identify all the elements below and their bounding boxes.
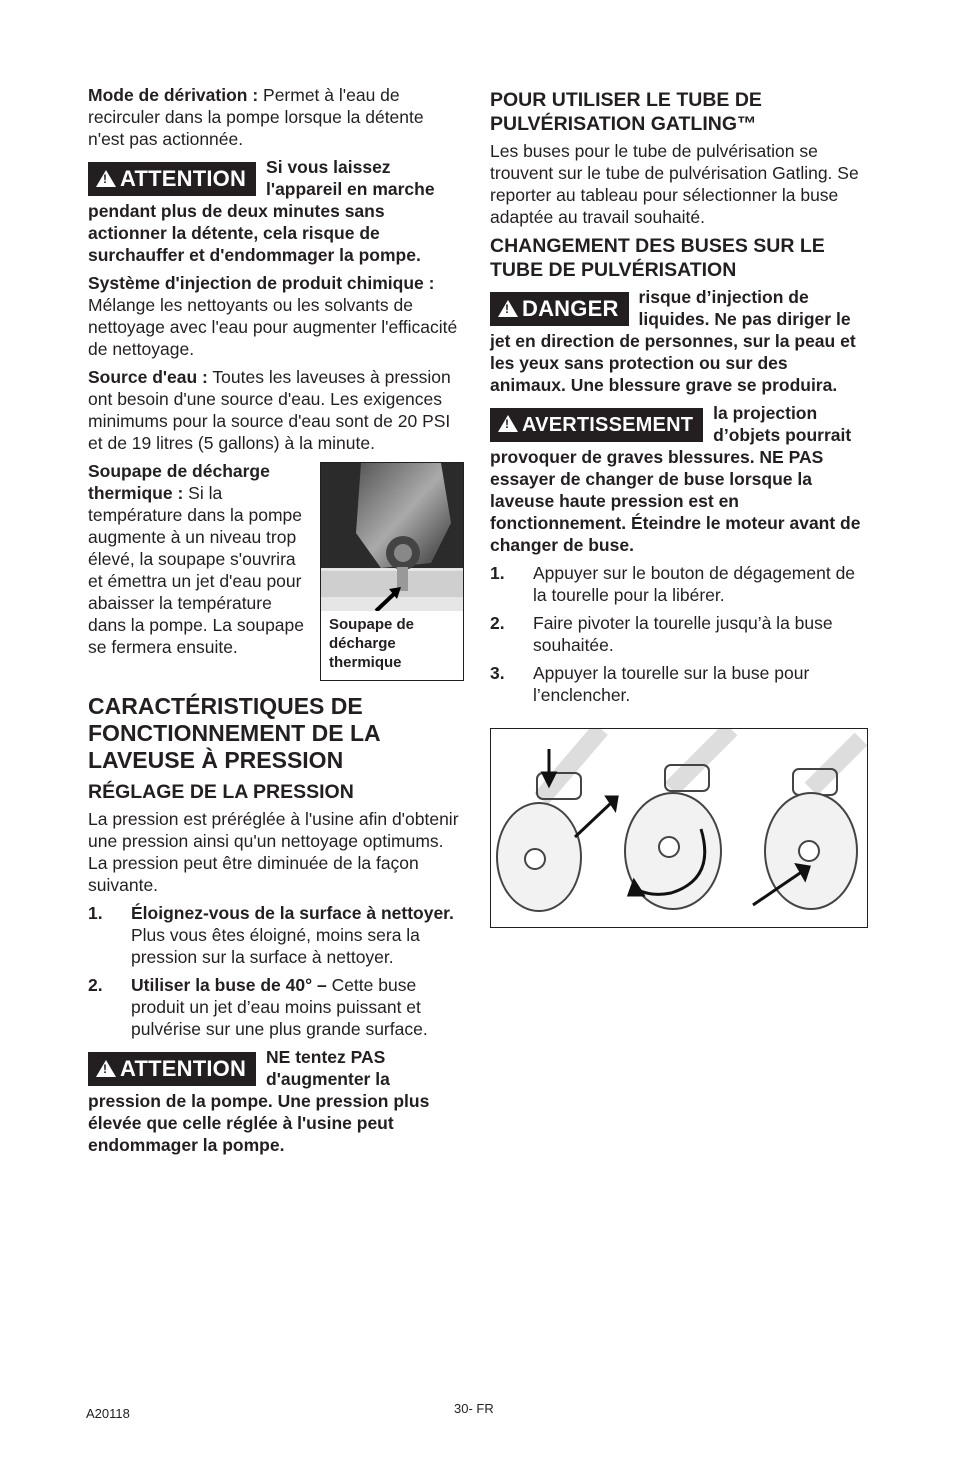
- warning-triangle-icon: [96, 170, 116, 187]
- step-text: Plus vous êtes éloigné, moins sera la pression sur la surface à nettoyer.: [131, 925, 420, 967]
- step-text: Appuyer la tourelle sur la buse pour l’enclencher.: [533, 663, 810, 705]
- step-text: Faire pivoter la tourelle jusqu’à la buse souhaitée.: [533, 613, 833, 655]
- attention-badge-label: ATTENTION: [120, 1056, 247, 1081]
- warning-triangle-icon: [498, 415, 518, 432]
- avertissement-badge-label: AVERTISSEMENT: [522, 414, 694, 436]
- right-column: [490, 84, 868, 928]
- avertissement-notice: [490, 402, 868, 562]
- danger-badge-label: DANGER: [522, 296, 619, 321]
- mode-derivation-paragraph: [88, 84, 464, 150]
- attention-badge-1: [88, 162, 256, 196]
- chemical-text: Mélange les nettoyants ou les solvants de nettoyage avec l'eau pour augmenter l'efficacité de nettoyage.: [88, 295, 458, 359]
- pressure-intro: La pression est préréglée à l'usine afin d'obtenir une pression ainsi qu'un nettoyage optimums. La pression peut être diminuée de la façon suivante.: [88, 809, 459, 895]
- water-source-paragraph: [88, 366, 464, 454]
- thermal-valve-photo: [321, 463, 463, 611]
- chemical-paragraph: [88, 272, 464, 360]
- step-number: 2.: [490, 613, 505, 633]
- warning-triangle-icon: [96, 1060, 116, 1077]
- list-item: [88, 902, 464, 968]
- mode-derivation-text: Permet à l'eau de recirculer dans la pompe lorsque la détente n'est pas actionnée.: [88, 85, 424, 149]
- step-number: 1.: [88, 903, 103, 923]
- water-source-text: Toutes les laveuses à pression ont besoin d'une source d'eau. Les exigences minimums pour la source d'eau sont de 20 PSI et de 19 litres (5 gallons) à la minute.: [88, 367, 451, 453]
- pressure-steps: [88, 902, 464, 1040]
- chemical-label: Système d'injection de produit chimique :: [88, 273, 435, 293]
- step-bold: Éloignez-vous de la surface à nettoyer.: [131, 903, 454, 923]
- step-bold: Utiliser la buse de 40° –: [131, 975, 327, 995]
- step-text: Appuyer sur le bouton de dégagement de la tourelle pour la libérer.: [533, 563, 856, 605]
- avertissement-text: la projection d’objets pourrait provoquer de graves blessures. NE PAS essayer de changer de buse lorsque la laveuse haute pression est en fonctionnement. Éteindre le moteur avant de changer de buse.: [490, 403, 861, 555]
- list-item: [490, 662, 868, 706]
- attention-notice-2: [88, 1046, 464, 1162]
- left-column: [88, 84, 464, 1162]
- thermal-valve-figure: [320, 462, 464, 681]
- avertissement-badge: [490, 408, 703, 442]
- document-code: A20118: [86, 1406, 130, 1421]
- attention-badge-label: ATTENTION: [120, 166, 247, 191]
- water-source-label: Source d'eau :: [88, 367, 208, 387]
- gatling-title: POUR UTILISER LE TUBE DE PULVÉRISATION GATLING™: [490, 89, 762, 135]
- nozzle-steps: [490, 562, 868, 706]
- attention-text-2: NE tentez PAS d'augmenter la pression de la pompe. Une pression plus élevée que celle réglée à l'usine peut endommager la pompe.: [88, 1047, 430, 1155]
- warning-triangle-icon: [498, 300, 518, 317]
- section-title: CARACTÉRISTIQUES DE FONCTIONNEMENT DE LA LAVEUSE À PRESSION: [88, 693, 380, 773]
- danger-text: risque d’injection de liquides. Ne pas diriger le jet en direction de personnes, sur la peau et les yeux sans protection ou sur des animaux. Une blessure grave se produira.: [490, 287, 856, 395]
- mode-derivation-label: Mode de dérivation :: [88, 85, 259, 105]
- step-text: Cette buse produit un jet d’eau moins puissant et pulvérise sur une plus grande surface.: [131, 975, 428, 1039]
- list-item: [88, 974, 464, 1040]
- step-number: 3.: [490, 663, 505, 683]
- step-number: 2.: [88, 975, 103, 995]
- turret-nozzle-figure: [490, 728, 868, 928]
- gatling-text: Les buses pour le tube de pulvérisation se trouvent sur le tube de pulvérisation Gatling. Se reporter au tableau pour sélectionner la buse adaptée au travail souhaité.: [490, 141, 859, 227]
- thermal-label: Soupape de décharge thermique :: [88, 461, 270, 503]
- figure-caption: Soupape de décharge thermique: [329, 616, 415, 671]
- attention-text-1: Si vous laissez l'appareil en marche pendant plus de deux minutes sans actionner la détente, cela risque de surchauffer et d'endommager la pompe.: [88, 157, 435, 265]
- attention-badge-2: [88, 1052, 256, 1086]
- danger-badge: [490, 292, 629, 326]
- list-item: [490, 612, 868, 656]
- list-item: [490, 562, 868, 606]
- change-title: CHANGEMENT DES BUSES SUR LE TUBE DE PULVÉRISATION: [490, 235, 825, 281]
- thermal-text: Si la température dans la pompe augmente à un niveau trop élevé, la soupape s'ouvrira et émettra un jet d'eau pour abaisser la température dans la pompe. La soupape se fermera ensuite.: [88, 483, 304, 657]
- pressure-title: RÉGLAGE DE LA PRESSION: [88, 781, 354, 803]
- step-number: 1.: [490, 563, 505, 583]
- attention-notice-1: [88, 156, 464, 272]
- danger-notice: [490, 286, 868, 402]
- page-number: 30- FR: [454, 1401, 494, 1416]
